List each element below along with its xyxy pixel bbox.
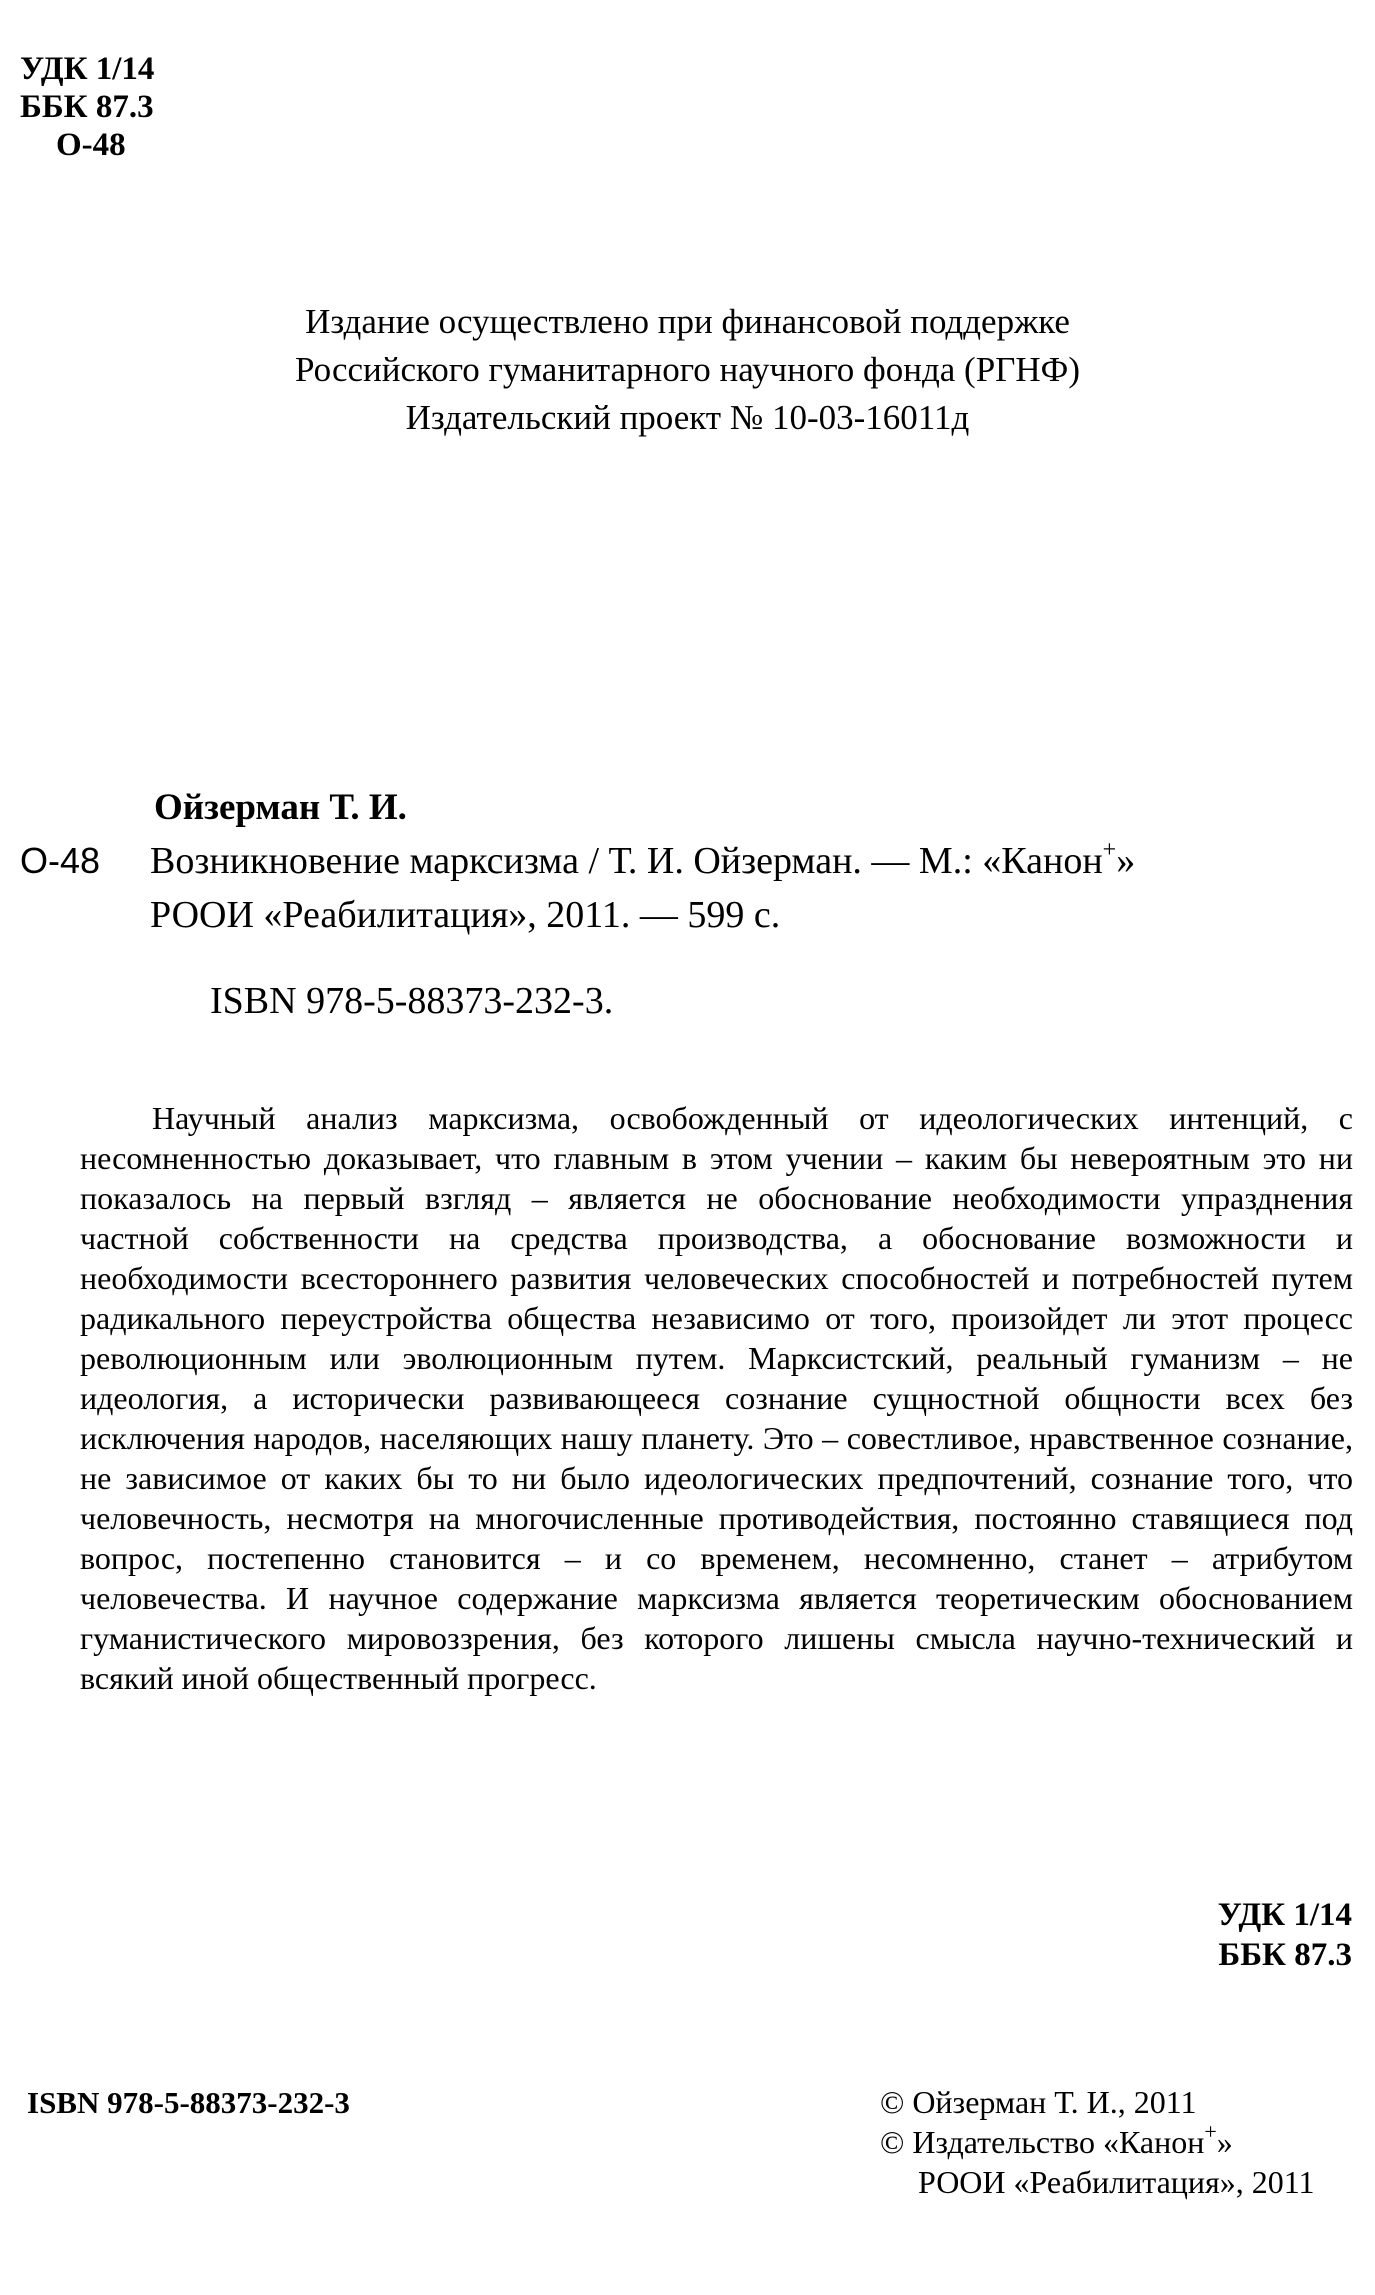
- plus-sign: +: [1102, 837, 1117, 863]
- plus-sign-footer: +: [1204, 2119, 1217, 2144]
- copyright-publisher-text: © Издательство «Канон: [880, 2124, 1205, 2160]
- isbn-main: ISBN 978-5-88373-232-3.: [210, 980, 614, 1022]
- bbk-code: ББК 87.3: [20, 89, 154, 125]
- copyright-author: © Ойзерман Т. И., 2011: [880, 2084, 1197, 2120]
- abstract-paragraph: Научный анализ марксизма, освобожденный от идеологических интенций, с несомненностью доказывает, что главным в этом учении – каким бы невероятным это ни показалось на первый взгляд – является не обоснование необходимости упразднения частной собственности на средства производства, а обоснование возможности и необходимости всестороннего развития человеческих способностей и потребностей путем радикального переустройства общества независимо от того, произойдет ли этот процесс революционным или эволюционным путем. Марксистский, реальный гуманизм – не идеология, а исторически развивающееся сознание сущностной общности всех без исключения народов, населяющих нашу планету. Это – совестливое, нравственное сознание, не зависимое от каких бы то ни было идеологических предпочтений, сознание того, что человечность, несмотря на многочисленные противодействия, постоянно ставящиеся под вопрос, постепенно становится – и со временем, несомненно, станет – атрибутом человечества. И научное содержание марксизма является теоретическим обоснованием гуманистического мировоззрения, без которого лишены смысла научно-технический и всякий иной общественный прогресс.: [80, 1100, 1353, 1696]
- funding-line-2: Российского гуманитарного научного фонда (РГНФ): [294, 350, 1080, 389]
- copyright-publisher-end: »: [1216, 2124, 1233, 2160]
- udk-code-bottom: УДК 1/14: [1217, 1897, 1352, 1933]
- funding-line-3: Издательский проект № 10-03-16011д: [405, 398, 970, 437]
- bbk-code-bottom: ББК 87.3: [1218, 1937, 1352, 1973]
- bib-title-line-1: [150, 834, 1355, 888]
- author-heading: Ойзерман Т. И.: [154, 787, 407, 828]
- classification-top: [20, 50, 154, 164]
- udk-code: УДК 1/14: [20, 51, 155, 87]
- copyright-publisher: [880, 2119, 1315, 2162]
- funding-note: [0, 298, 1375, 442]
- funding-line-1: Издание осуществлено при финансовой поддержке: [305, 302, 1070, 341]
- copyright-publisher-line-2: РООИ «Реабилитация», 2011: [918, 2164, 1315, 2200]
- catalog-code: О-48: [20, 840, 101, 881]
- author-sign: О-48: [56, 127, 126, 163]
- bib-title-end: »: [1116, 840, 1136, 882]
- copyright-block: [880, 2082, 1315, 2202]
- bib-title-line-2: РООИ «Реабилитация», 2011. — 599 с.: [150, 894, 781, 936]
- isbn-footer: ISBN 978-5-88373-232-3: [27, 2085, 350, 2120]
- bibliographic-description: [150, 834, 1355, 942]
- bib-title-text: Возникновение марксизма / Т. И. Ойзерман. — М.: «Канон: [150, 840, 1103, 882]
- classification-bottom: [1218, 1895, 1352, 1975]
